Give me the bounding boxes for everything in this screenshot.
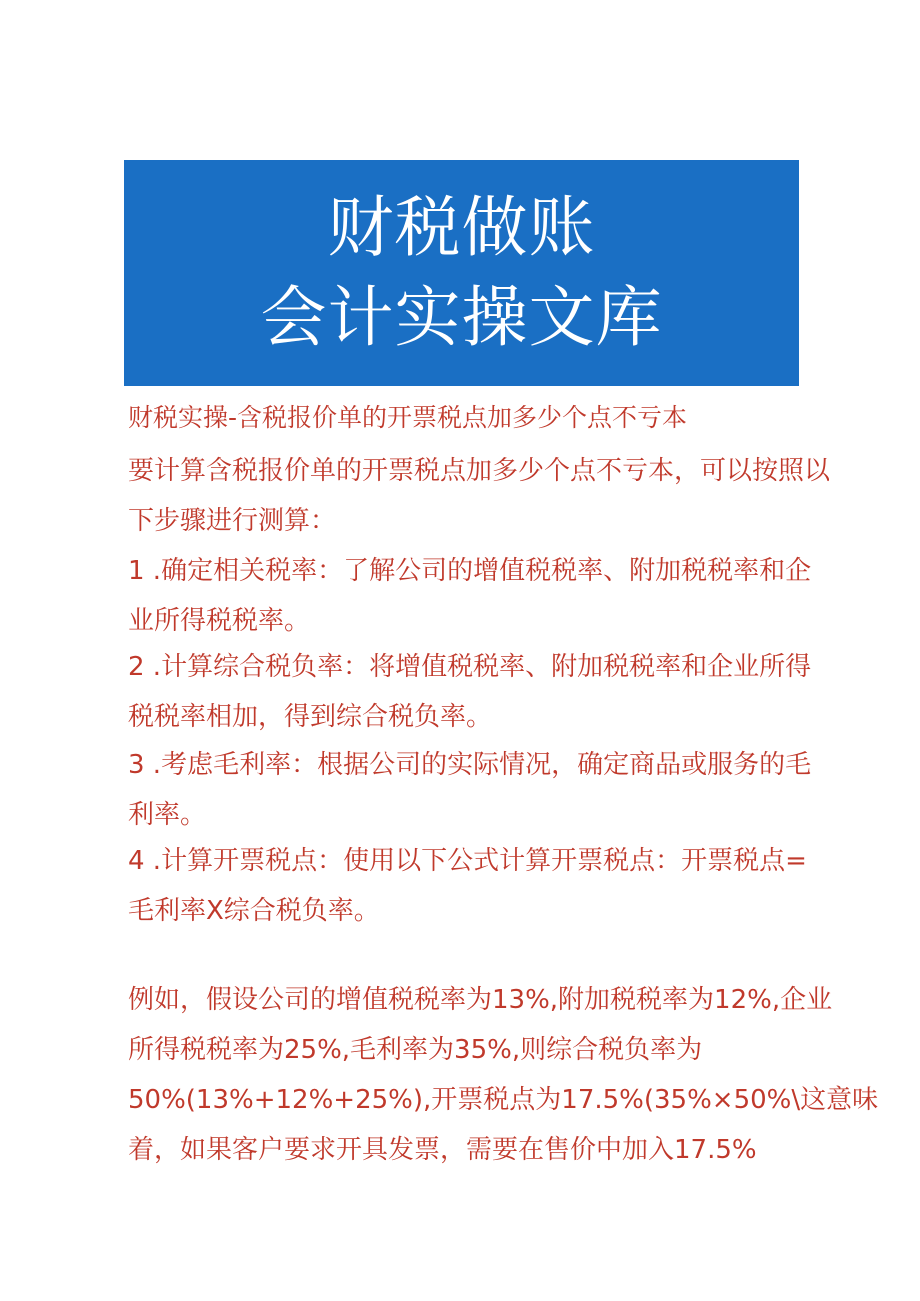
step-1 xyxy=(128,546,812,646)
step-line: 业所得税税率。 xyxy=(128,606,311,636)
step-2 xyxy=(128,642,812,742)
title-banner xyxy=(124,160,799,386)
intro-paragraph xyxy=(128,446,831,546)
example-line: 着，如果客户要求开具发票，需要在售价中加入17.5% xyxy=(128,1135,757,1165)
intro-line: 下步骤进行测算： xyxy=(128,506,337,536)
step-4 xyxy=(128,836,807,936)
step-line: 毛利率X综合税负率。 xyxy=(128,896,380,926)
step-line: 2 .计算综合税负率：将增值税税率、附加税税率和企业所得 xyxy=(128,652,812,682)
example-line: 所得税税率为25%,毛利率为35%,则综合税负率为 xyxy=(128,1035,703,1065)
banner-title-line-1: 财税做账 xyxy=(327,189,596,266)
step-line: 4 .计算开票税点：使用以下公式计算开票税点：开票税点= xyxy=(128,846,807,876)
step-3 xyxy=(128,740,812,840)
step-line: 税税率相加，得到综合税负率。 xyxy=(128,702,493,732)
intro-line: 要计算含税报价单的开票税点加多少个点不亏本，可以按照以 xyxy=(128,456,831,486)
banner-title-line-2: 会计实操文库 xyxy=(260,279,663,356)
example-line: 例如，假设公司的增值税税率为13%,附加税税率为12%,企业 xyxy=(128,985,833,1015)
example-paragraph xyxy=(128,975,879,1175)
step-line: 1 .确定相关税率：了解公司的增值税税率、附加税税率和企 xyxy=(128,556,812,586)
step-line: 3 .考虑毛利率：根据公司的实际情况，确定商品或服务的毛 xyxy=(128,750,812,780)
example-line: 50%(13%+12%+25%),开票税点为17.5%(35%×50%\这意味 xyxy=(128,1085,879,1115)
article-title: 财税实操-含税报价单的开票税点加多少个点不亏本 xyxy=(128,403,688,432)
step-line: 利率。 xyxy=(128,800,207,830)
